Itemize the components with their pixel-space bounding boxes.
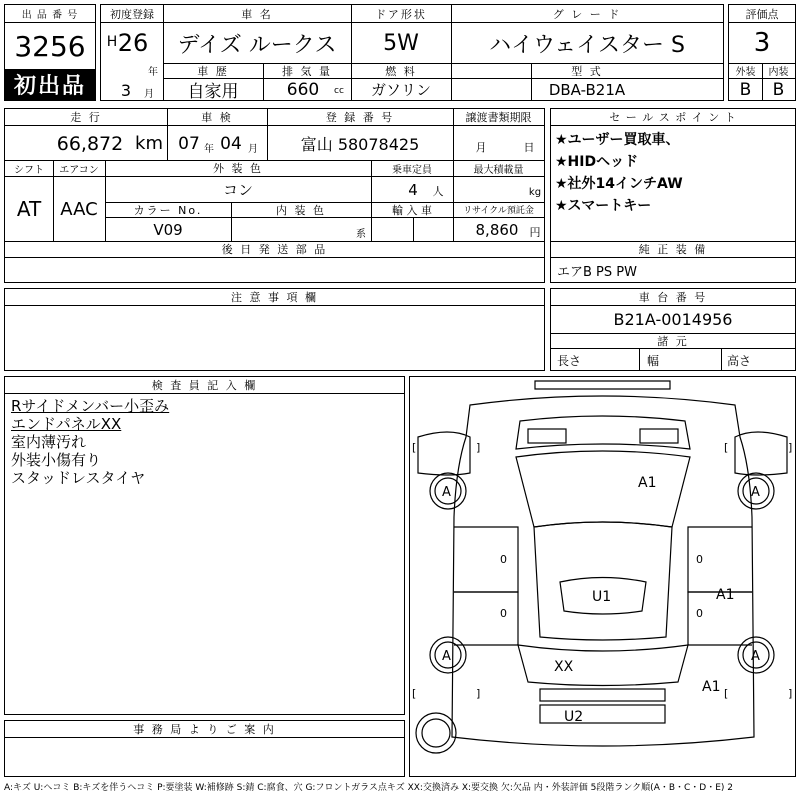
displacement-label: 排 気 量: [282, 64, 332, 78]
shift-label: シフト: [14, 164, 44, 176]
damage-mark: A: [442, 485, 451, 500]
month-unit: 月: [144, 88, 154, 100]
bracket-mark: ]: [788, 687, 793, 700]
sales-point: ★HIDヘッド: [555, 154, 639, 170]
fuel-label: 燃 料: [385, 64, 417, 78]
inspector-note: Rサイドメンバー小歪み: [11, 397, 170, 415]
first-listing-badge: 初出品: [5, 69, 95, 100]
office-box: [4, 720, 405, 777]
recycle-label: リサイクル預託金: [463, 206, 534, 216]
grade: ハイウェイスター S: [489, 32, 685, 58]
zero-mark: 0: [500, 553, 507, 566]
car-diagram-box: [409, 376, 796, 777]
width-label: 幅: [647, 354, 660, 368]
inspector-note: スタッドレスタイヤ: [11, 469, 146, 487]
lot-box: [4, 4, 96, 101]
exterior-label: 外 装 色: [213, 162, 263, 175]
inspector-note: 室内薄汚れ: [11, 433, 87, 451]
door-type: 5W: [383, 30, 419, 56]
exterior-color: コン: [222, 181, 253, 199]
capacity-unit: 人: [432, 185, 444, 198]
notes-box: [4, 288, 545, 371]
reg-number: 富山 58078425: [300, 135, 420, 154]
length-label: 長さ: [557, 354, 582, 368]
deadline-day: 日: [523, 141, 535, 154]
zero-mark: 0: [696, 607, 703, 620]
damage-mark: A: [751, 649, 760, 664]
inspector-notes: [11, 397, 169, 487]
sales-point-list: [555, 129, 795, 217]
bracket-mark: [: [724, 441, 729, 454]
equipment-value: エアB PS PW: [557, 265, 637, 280]
chassis-box: [550, 288, 796, 371]
int-label: 内装: [768, 67, 789, 78]
capacity: 4: [408, 180, 418, 199]
damage-mark: A1: [638, 475, 657, 491]
damage-mark: A1: [702, 679, 721, 695]
shift: AT: [16, 197, 42, 221]
inspector-note: エンドパネルXX: [11, 415, 122, 433]
inspection-label: 車 検: [201, 111, 233, 124]
notes-label: 注 意 事 項 欄: [231, 291, 318, 304]
ext-label: 外装: [735, 67, 756, 78]
sales-point: ★社外14インチAW: [555, 176, 683, 192]
inspector-label: 検 査 員 記 入 欄: [151, 379, 258, 392]
model: DBA-B21A: [548, 80, 626, 99]
interior-color-label: 内 装 色: [276, 203, 326, 217]
lot-number: 3256: [14, 29, 86, 63]
bracket-mark: ]: [476, 687, 481, 700]
damage-mark: U1: [592, 589, 612, 605]
details-box: [4, 108, 545, 283]
recycle-fee: 8,860: [475, 220, 519, 239]
height-label: 高さ: [727, 354, 752, 368]
mileage: 66,872: [56, 132, 124, 155]
insp-year-unit: 年: [204, 143, 214, 155]
bracket-mark: [: [412, 687, 417, 700]
damage-mark: A: [442, 649, 451, 664]
sales-point: ★スマートキー: [555, 198, 652, 214]
zero-mark: 0: [500, 607, 507, 620]
bracket-mark: [: [412, 441, 417, 454]
insp-month-unit: 月: [248, 143, 258, 155]
reg-month: 3: [120, 80, 132, 100]
equipment-label: 純 正 装 備: [638, 243, 708, 256]
damage-mark: XX: [554, 659, 574, 675]
inspector-box: [4, 376, 405, 715]
chassis-label: 車 台 番 号: [638, 291, 708, 304]
int-grade: B: [772, 79, 785, 100]
color-no: V09: [153, 220, 183, 239]
sales-point-label: セ ー ル ス ポ イ ン ト: [609, 111, 737, 124]
deadline-month: 月: [475, 141, 487, 154]
load-label: 最大積載量: [473, 164, 524, 176]
score: 3: [753, 28, 771, 58]
car-diagram: [410, 377, 795, 776]
deadline-label: 譲渡書類期限: [465, 111, 532, 124]
inspection-year: 07: [178, 133, 200, 154]
legend: A:キズ U:ヘコミ B:キズを伴うヘコミ P:要塗装 W:補修跡 S:錆 C:腐食、穴 G:フロントガラス点キズ XX:交換済み X:要交換 欠:欠品 内・外装評価 5段階ランク順(A・B・C・D・E) 2: [4, 783, 734, 793]
bracket-mark: [: [724, 687, 729, 700]
interior-unit: 系: [356, 228, 366, 240]
history-label: 車 歴: [197, 64, 229, 78]
car-name-label: 車 名: [241, 7, 273, 21]
car-name: デイズ ルークス: [177, 32, 337, 58]
door-label: ドア形状: [375, 7, 427, 21]
bracket-mark: ]: [788, 441, 793, 454]
top-info-box: [100, 4, 724, 101]
model-label: 型 式: [571, 64, 603, 78]
lot-label: 出 品 番 号: [21, 10, 79, 21]
office-label: 事 務 局 よ り ご 案 内: [133, 723, 276, 736]
score-label: 評価点: [745, 7, 779, 21]
ext-grade: B: [739, 79, 752, 100]
ac-label: エアコン: [59, 164, 99, 176]
score-box: [728, 4, 796, 101]
reg-year: 26: [117, 29, 149, 57]
spec-label: 諸 元: [657, 334, 689, 348]
grade-label: グ レ ー ド: [552, 7, 622, 21]
damage-mark: U2: [564, 709, 584, 725]
zero-mark: 0: [696, 553, 703, 566]
capacity-label: 乗車定員: [392, 164, 432, 176]
ac: AAC: [60, 198, 98, 220]
mileage-label: 走 行: [70, 111, 102, 124]
displacement-unit: cc: [334, 86, 344, 96]
fuel: ガソリン: [370, 81, 431, 99]
damage-mark: A: [751, 485, 760, 500]
load-unit: kg: [528, 186, 542, 198]
first-reg-label: 初度登録: [110, 7, 154, 21]
year-unit: 年: [148, 66, 158, 78]
recycle-unit: 円: [529, 226, 541, 239]
history: 自家用: [187, 82, 239, 102]
inspection-month: 04: [220, 133, 242, 154]
sales-point-box: [550, 108, 796, 283]
chassis-number: B21A-0014956: [613, 310, 733, 329]
bracket-mark: ]: [476, 441, 481, 454]
damage-mark: A1: [716, 587, 735, 603]
reg-number-label: 登 録 番 号: [325, 111, 395, 124]
color-no-label: カラー No.: [133, 203, 203, 217]
era-letter: H: [106, 34, 118, 50]
displacement: 660: [286, 79, 320, 100]
mileage-unit: km: [135, 133, 163, 154]
later-parts-label: 後 日 発 送 部 品: [221, 243, 328, 256]
sales-point: ★ユーザー買取車、: [555, 132, 680, 148]
inspector-note: 外装小傷有り: [11, 451, 102, 469]
import-label: 輸 入 車: [392, 203, 432, 217]
